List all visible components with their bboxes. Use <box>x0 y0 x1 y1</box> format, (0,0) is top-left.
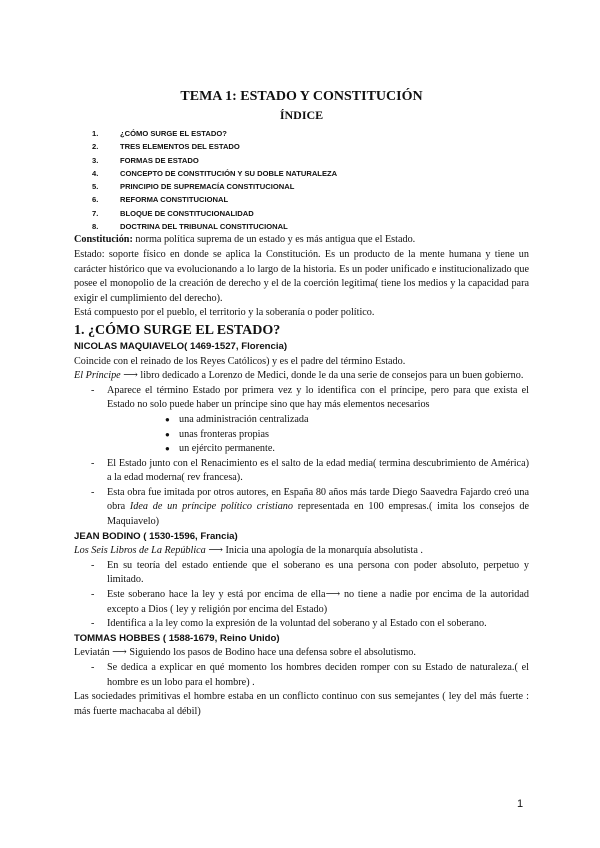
paragraph: Los Seis Libros de La República ⟶ Inicia una apología de la monarquía absolutista . <box>74 545 423 557</box>
author-heading-maquiavelo: NICOLAS MAQUIAVELO( 1469-1527, Florencia) <box>74 340 288 352</box>
document-page <box>74 88 529 719</box>
author-heading-hobbes: TOMMAS HOBBES ( 1588-1679, Reino Unido) <box>74 632 280 644</box>
toc-item: 2. TRES ELEMENTOS DEL ESTADO <box>92 142 240 152</box>
table-of-contents <box>74 127 529 233</box>
toc-item: 8. DOCTRINA DEL TRIBUNAL CONSTITUCIONAL <box>92 222 288 232</box>
list-item: - Esta obra fue imitada por otros autores, en España 80 años más tarde Diego Saavedra Fajardo creó una obra Idea de un príncipe político cristiano representada en 100 empresas.( imita los consejos de Maquiavelo) <box>91 486 529 528</box>
list-item: ● una administración centralizada <box>165 413 309 425</box>
toc-item: 6. REFORMA CONSTITUCIONAL <box>92 195 229 205</box>
state-composition: Está compuesto por el pueblo, el territorio y la soberanía o poder político. <box>74 307 375 319</box>
list-item: - Aparece el término Estado por primera vez y lo identifica con el príncipe, pero para que exista el Estado no solo puede haber un príncipe sino que hay más elementos necesarios ● una administración centralizada ● unas fronteras propias ● un ejército permanente. <box>74 384 529 457</box>
paragraph: El Príncipe ⟶ libro dedicado a Lorenzo de Medici, donde le da una serie de consejos para un buen gobierno. <box>74 370 524 382</box>
paragraph: Coincide con el reinado de los Reyes Católicos) y es el padre del término Estado. <box>74 355 406 367</box>
dash-list <box>74 661 529 690</box>
constitution-definition: Constitución: norma política suprema de un estado y es más antigua que el Estado. <box>74 234 416 246</box>
toc-item: 7. BLOQUE DE CONSTITUCIONALIDAD <box>92 208 254 218</box>
dash-list <box>74 384 529 530</box>
bullet-list <box>107 413 529 457</box>
toc-item: 4. CONCEPTO DE CONSTITUCIÓN Y SU DOBLE NATURALEZA <box>92 168 338 178</box>
document-title: TEMA 1: ESTADO Y CONSTITUCIÓN <box>180 89 423 104</box>
page-number: 1 <box>517 798 524 810</box>
toc-item: 3. FORMAS DE ESTADO <box>92 155 199 165</box>
toc-item: 1. ¿CÓMO SURGE EL ESTADO? <box>92 129 227 138</box>
list-item: - Este soberano hace la ley y está por encima de ella⟶ no tiene a nadie por encima de la autoridad excepto a Dios ( ley y religión por encima del Estado) <box>91 589 529 615</box>
section-heading: 1. ¿CÓMO SURGE EL ESTADO? <box>74 322 281 338</box>
list-item: - En su teoría del estado entiende que el soberano es una persona con poder absoluto, perpetuo y limitado. <box>91 559 529 586</box>
list-item: ● unas fronteras propias <box>165 428 269 440</box>
list-item: - Identifica a la ley como la expresión de la voluntad del soberano y al Estado con el soberano. <box>91 618 487 630</box>
index-heading: ÍNDICE <box>279 108 324 122</box>
state-definition: Estado: soporte físico en donde se aplica la Constitución. Es un producto de la mente humana y tiene un carácter histórico que va evolucionando a lo largo de la historia. Es un poder unificado e institucionalizado que posee el monopolio de la creación de derecho y el de la coerción legítima( tiene los medios y la capacidad para exigir el cumplimiento del derecho). <box>74 248 529 304</box>
list-item: - El Estado junto con el Renacimiento es el salto de la edad media( termina descubrimiento de América) a la edad moderna( rev francesa). <box>91 457 529 484</box>
author-heading-bodino: JEAN BODINO ( 1530-1596, Francia) <box>74 530 238 542</box>
list-item: ● un ejército permanente. <box>165 443 275 455</box>
dash-list <box>74 559 529 632</box>
paragraph: Las sociedades primitivas el hombre estaba en un conflicto continuo con sus semejantes ( ley del más fuerte : más fuerte machacaba al débil) <box>74 691 529 717</box>
paragraph: Leviatán ⟶ Siguiendo los pasos de Bodino hace una defensa sobre el absolutismo. <box>74 647 416 659</box>
list-item: - Se dedica a explicar en qué momento los hombres deciden romper con su Estado de naturaleza.( el hombre es un lobo para el hombre) . <box>91 662 529 688</box>
toc-item: 5. PRINCIPIO DE SUPREMACÍA CONSTITUCIONAL <box>92 182 295 192</box>
